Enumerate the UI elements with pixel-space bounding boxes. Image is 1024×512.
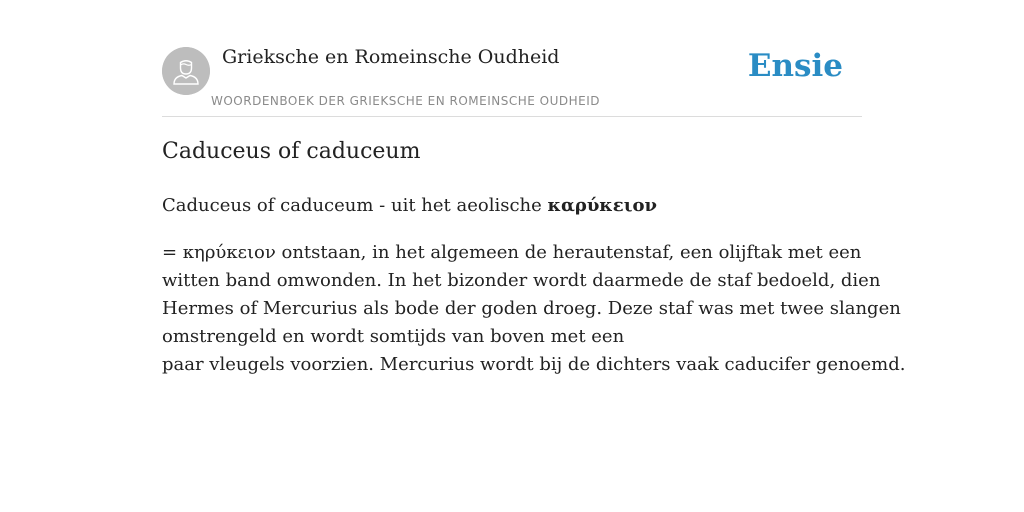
body-line: omstrengeld en wordt somtijds van boven met een <box>162 326 625 347</box>
lead-text: Caduceus of caduceum - uit het aeolische <box>162 195 548 216</box>
dictionary-header <box>162 44 862 117</box>
body-line: = κηρύκειον ontstaan, in het algemeen de herautenstaf, een olijftak met een <box>162 242 862 263</box>
user-icon[interactable] <box>162 47 210 95</box>
body-line: paar vleugels voorzien. Mercurius wordt bij de dichters vaak caducifer genoemd. <box>162 354 906 375</box>
article-title: Caduceus of caduceum <box>162 139 421 164</box>
body-line: witten band omwonden. In het bizonder wordt daarmede de staf bedoeld, dien <box>162 270 881 291</box>
body-line: Hermes of Mercurius als bode der goden droeg. Deze staf was met twee slangen <box>162 298 901 319</box>
article-body <box>162 239 906 379</box>
dictionary-title[interactable]: Grieksche en Romeinsche Oudheid <box>222 46 560 68</box>
lead-greek-word: καρύκειον <box>547 195 657 216</box>
article-lead <box>162 193 657 219</box>
ensie-logo[interactable]: Ensie <box>747 48 843 84</box>
dictionary-subtitle: WOORDENBOEK DER GRIEKSCHE EN ROMEINSCHE OUDHEID <box>211 94 601 108</box>
